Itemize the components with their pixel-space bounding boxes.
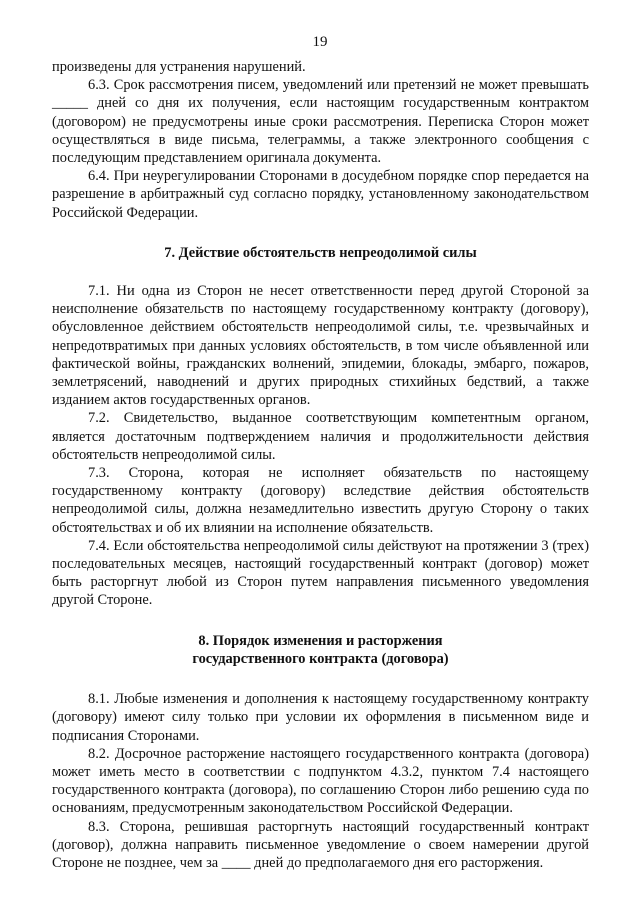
section-8-heading-line-1: 8. Порядок изменения и расторжения [198,632,443,649]
paragraph-7-1: 7.1. Ни одна из Сторон не несет ответственности перед другой Стороной за неисполнение обязательств по настоящему государственному контракту (договору), обусловленное действием обстоятельств непреодолимой силы, т.е. чрезвычайных и непредотвратимых при данных условиях обстоятельств, в том числе объявленной или фактической войны, гражданских волнений, эпидемии, блокады, эмбарго, пожаров, землетрясений, наводнений и других природных стихийных бедствий, а также изданием актов государственных органов. [52,283,589,409]
section-7-heading: 7. Действие обстоятельств непреодолимой силы [164,244,477,261]
document-body [52,58,589,872]
paragraph-continuation: произведены для устранения нарушений. [52,59,306,75]
paragraph-8-1: 8.1. Любые изменения и дополнения к настоящему государственному контракту (договору) имеют силу только при условии их оформления в письменном виде и подписания Сторонами. [52,691,589,744]
section-8-heading [52,632,589,668]
paragraph-6-4: 6.4. При неурегулировании Сторонами в досудебном порядке спор передается на разрешение в арбитражный суд согласно порядку, установленному законодательством Российской Федерации. [52,168,589,221]
section-8-heading-line-2: государственного контракта (договора) [192,650,449,667]
paragraph-8-2: 8.2. Досрочное расторжение настоящего государственного контракта (договора) может иметь место в соответствии с подпунктом 4.3.2, пунктом 7.4 настоящего государственного контракта (договора), по соглашению Сторон либо решению суда по основаниям, предусмотренным законодательством Российской Федерации. [52,745,589,817]
paragraph-7-2: 7.2. Свидетельство, выданное соответствующим компетентным органом, является достаточным подтверждением наличия и продолжительности действия обстоятельств непреодолимой силы. [52,410,589,463]
paragraph-7-4: 7.4. Если обстоятельства непреодолимой силы действуют на протяжении 3 (трех) последовательных месяцев, настоящий государственный контракт (договор) может быть расторгнут любой из Сторон путем направления письменного уведомления другой Стороне. [52,537,589,609]
paragraph-8-3: 8.3. Сторона, решившая расторгнуть настоящий государственный контракт (договор), должна направить письменное уведомление о своем намерении другой Стороне не позднее, чем за ____ дней до предполагаемого дня его расторжения. [52,818,589,871]
paragraph-7-3: 7.3. Сторона, которая не исполняет обязательств по настоящему государственному контракту (договору) вследствие действия обстоятельств непреодолимой силы, должна незамедлительно известить другую Сторону о таких обстоятельствах и об их влиянии на исполнение обязательств. [52,465,589,536]
paragraph-6-3: 6.3. Срок рассмотрения писем, уведомлений или претензий не может превышать _____ дней со дня их получения, если настоящим государственным контрактом (договором) не предусмотрены иные сроки рассмотрения. Переписка Сторон может осуществляться в виде письма, телеграммы, а также электронного сообщения с последующим представлением оригинала документа. [52,77,589,167]
page-number: 19 [312,34,328,50]
